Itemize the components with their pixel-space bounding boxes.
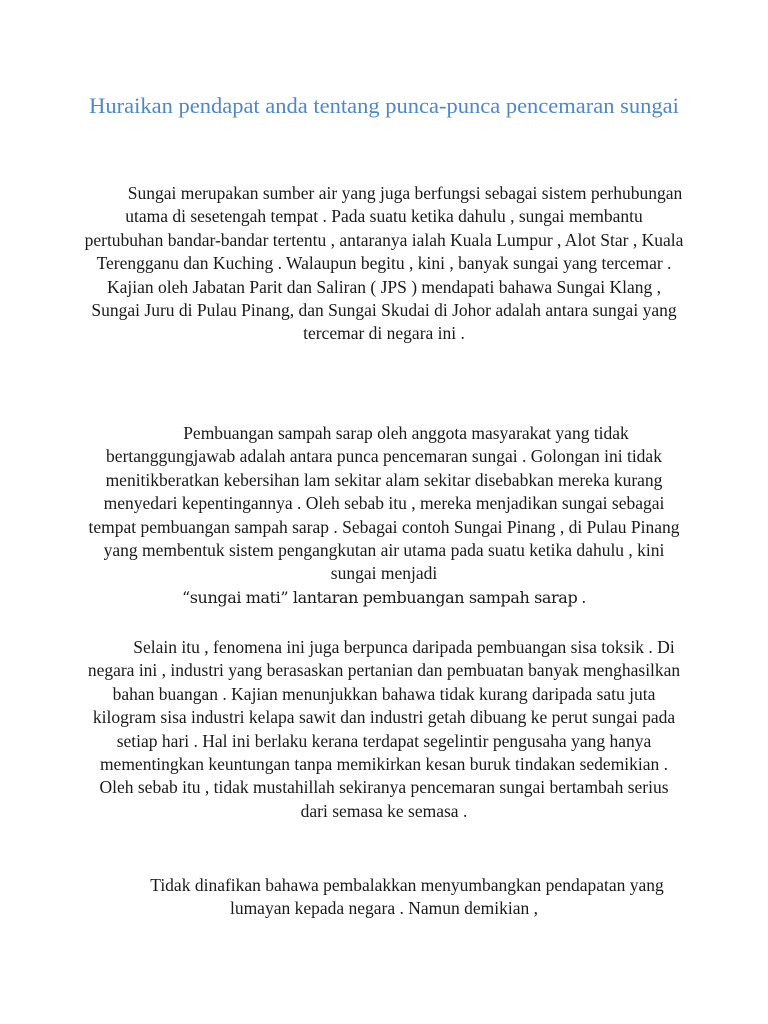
- document-title: Huraikan pendapat anda tentang punca-punca pencemaran sungai: [89, 93, 679, 118]
- paragraph-2-quote: “sungai mati” lantaran pembuangan sampah sarap: [181, 587, 578, 607]
- paragraph-3-text: Selain itu , fenomena ini juga berpunca daripada pembuangan sisa toksik . Di negara ini , industri yang berasaskan pertanian dan pembuatan banyak menghasilkan bahan buangan . Kajian menunjukkan bahawa tidak kurang daripada satu juta kilogram sisa industri kelapa sawit dan industri getah dibuang ke perut sungai pada setiap hari . Hal ini berlaku kerana terdapat segelintir pengusaha yang hanya mementingkan keuntungan tanpa memikirkan kesan buruk tindakan sedemikian . Oleh sebab itu , tidak mustahillah sekiranya pencemaran sungai bertambah serius dari semasa ke semasa .: [87, 637, 681, 821]
- paragraph-2-text: Pembuangan sampah sarap oleh anggota masyarakat yang tidak bertanggungjawab adalah antara punca pencemaran sungai . Golongan ini tidak menitikberatkan kebersihan lam sekitar alam sekitar disebabkan mereka kurang menyedari kepentingannya . Oleh sebab itu , mereka menjadikan sungai sebagai tempat pembuangan sampah sarap . Sebagai contoh Sungai Pinang , di Pulau Pinang yang membentuk sistem pengangkutan air utama pada suatu ketika dahulu , kini sungai menjadi: [88, 423, 680, 584]
- paragraph-1-text: Sungai merupakan sumber air yang juga berfungsi sebagai sistem perhubungan utama di sesetengah tempat . Pada suatu ketika dahulu , sungai membantu pertubuhan bandar-bandar tertentu , antaranya ialah Kuala Lumpur , Alot Star , Kuala Terengganu dan Kuching . Walaupun begitu , kini , banyak sungai yang tercemar . Kajian oleh Jabatan Parit dan Saliran ( JPS ) mendapati bahawa Sungai Klang , Sungai Juru di Pulau Pinang, dan Sungai Skudai di Johor adalah antara sungai yang tercemar di negara ini .: [84, 183, 684, 344]
- paragraph-1: [84, 182, 684, 346]
- paragraph-2: [84, 422, 684, 609]
- paragraph-4: [84, 874, 684, 921]
- paragraph-3: [84, 636, 684, 823]
- paragraph-2-tail: .: [577, 586, 587, 607]
- paragraph-4-text: Tidak dinafikan bahawa pembalakkan menyumbangkan pendapatan yang lumayan kepada negara . Namun demikian ,: [150, 875, 664, 919]
